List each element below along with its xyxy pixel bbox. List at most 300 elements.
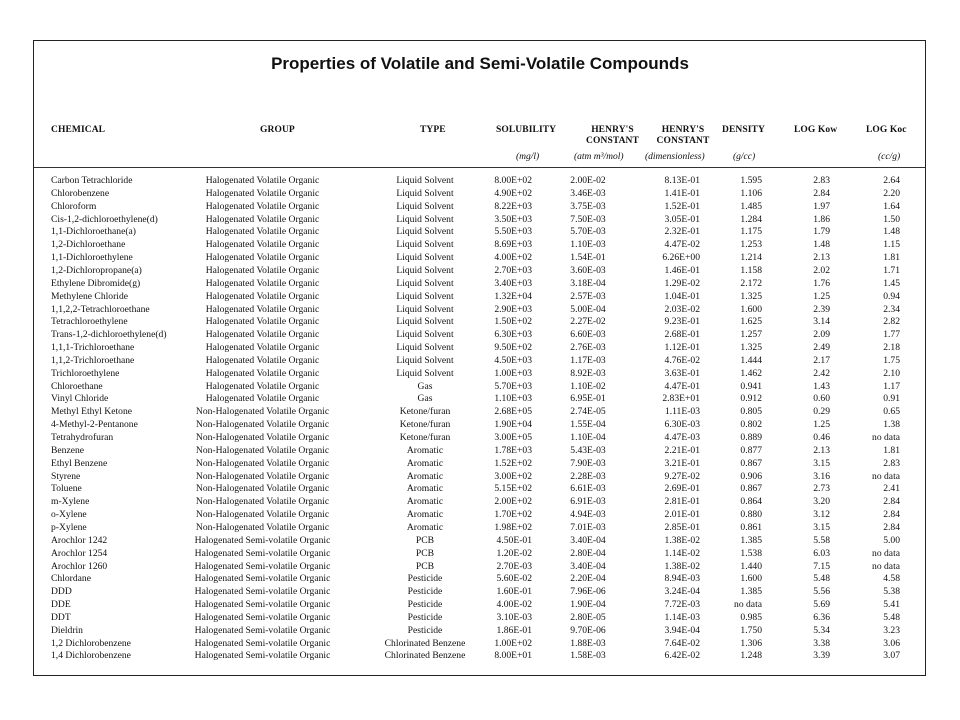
table-row [0,225,960,238]
cell-log-kow: 3.39 [813,650,830,662]
cell-density: 1.485 [740,200,762,212]
table-row [0,560,960,573]
cell-type: Liquid Solvent [396,290,454,302]
cell-density: 0.985 [740,611,762,623]
cell-solubility: 5.50E+03 [494,226,532,238]
cell-solubility: 2.90E+03 [494,303,532,315]
cell-chemical: Vinyl Chloride [51,393,109,405]
cell-log-koc: no data [872,432,900,443]
cell-group: Halogenated Volatile Organic [205,367,320,379]
cell-chemical: DDT [51,611,71,623]
cell-log-koc: 1.48 [883,226,900,238]
cell-group: Halogenated Semi-volatile Organic [194,637,331,649]
table-row [0,174,960,187]
cell-chemical: Dieldrin [51,624,83,636]
cell-type: Pesticide [407,599,443,611]
cell-type: Liquid Solvent [396,303,454,315]
cell-solubility: 3.00E+02 [494,470,532,482]
cell-type: Liquid Solvent [396,175,454,186]
cell-chemical: Toluene [51,483,82,495]
cell-solubility: 8.22E+03 [494,200,532,212]
cell-density: 1.284 [740,213,762,225]
cell-log-kow: 0.60 [813,393,830,405]
cell-type: Pesticide [407,611,443,623]
cell-group: Non-Halogenated Volatile Organic [195,509,330,521]
cell-type: Liquid Solvent [396,200,454,212]
cell-group: Halogenated Volatile Organic [205,354,320,366]
cell-henry-dimensionless: 1.52E-01 [664,200,700,212]
cell-solubility: 1.86E-01 [496,624,532,636]
cell-group: Halogenated Volatile Organic [205,393,320,405]
cell-solubility: 1.90E+04 [494,419,532,431]
cell-group: Halogenated Volatile Organic [205,316,320,328]
cell-chemical: Methyl Ethyl Ketone [51,406,132,418]
cell-log-kow: 1.97 [813,200,830,212]
table-row [0,328,960,341]
cell-chemical: 4-Methyl-2-Pentanone [51,419,138,431]
cell-henry-constant: 1.90E-04 [570,599,606,611]
cell-henry-dimensionless: 6.42E-02 [664,650,700,662]
cell-log-kow: 3.12 [813,509,830,521]
header-henry-dim-line2: CONSTANT [656,136,710,146]
cell-henry-constant: 3.75E-03 [570,200,606,212]
cell-log-kow: 2.73 [813,483,830,495]
cell-density: 1.440 [740,560,762,572]
cell-density: 1.325 [740,342,762,354]
units-henry-dimensionless: (dimensionless) [645,152,705,162]
cell-type: Liquid Solvent [396,252,454,264]
cell-log-kow: 5.34 [813,624,830,636]
cell-henry-constant: 7.90E-03 [570,457,606,469]
table-row [0,264,960,277]
cell-group: Halogenated Volatile Organic [205,226,320,238]
cell-type: Pesticide [407,573,443,585]
cell-group: Halogenated Volatile Organic [205,290,320,302]
cell-type: Liquid Solvent [396,277,454,289]
cell-henry-constant: 2.00E-02 [570,175,606,186]
table-row [0,534,960,547]
table-row [0,649,960,662]
cell-henry-constant: 2.74E-05 [570,406,606,418]
cell-chemical: 1,1-Dichloroethylene [51,252,133,264]
cell-log-koc: 2.34 [883,303,900,315]
cell-density: 1.248 [740,650,762,662]
cell-log-kow: 7.15 [813,560,830,572]
table-row [0,572,960,585]
cell-log-kow: 2.02 [813,264,830,276]
cell-henry-dimensionless: 1.29E-02 [664,277,700,289]
cell-log-koc: 0.65 [883,406,900,418]
header-type: TYPE [420,125,446,135]
cell-chemical: Cis-1,2-dichloroethylene(d) [51,213,158,225]
cell-density: 1.444 [740,354,762,366]
cell-henry-dimensionless: 2.01E-01 [664,509,700,521]
cell-log-kow: 5.58 [813,534,830,546]
cell-type: Aromatic [406,457,444,469]
cell-log-koc: 1.75 [883,354,900,366]
table-row [0,213,960,226]
cell-chemical: Ethylene Dibromide(g) [51,277,141,289]
cell-chemical: Chlordane [51,573,91,585]
cell-solubility: 1.50E+02 [494,316,532,328]
cell-group: Halogenated Semi-volatile Organic [194,650,331,662]
cell-chemical: Benzene [51,444,85,456]
cell-henry-dimensionless: 4.47E-01 [664,380,700,392]
cell-henry-dimensionless: 2.68E-01 [664,329,700,341]
cell-type: Ketone/furan [399,406,451,418]
cell-log-koc: 2.84 [883,496,900,508]
cell-chemical: DDE [51,599,71,611]
cell-henry-constant: 3.46E-03 [570,187,606,199]
cell-henry-constant: 3.40E-04 [570,534,606,546]
cell-solubility: 5.60E-02 [496,573,532,585]
cell-log-kow: 2.09 [813,329,830,341]
cell-group: Halogenated Volatile Organic [205,175,320,186]
cell-log-koc: 2.20 [883,187,900,199]
table-row [0,200,960,213]
cell-log-koc: 2.64 [883,175,900,186]
table-row [0,470,960,483]
table-row [0,598,960,611]
cell-solubility: 5.70E+03 [494,380,532,392]
cell-solubility: 2.70E-03 [496,560,532,572]
cell-chemical: 1,1-Dichloroethane(a) [51,226,136,238]
cell-henry-dimensionless: 1.41E-01 [664,187,700,199]
cell-henry-constant: 2.20E-04 [570,573,606,585]
cell-solubility: 1.20E-02 [496,547,532,559]
table-row [0,547,960,560]
cell-type: Liquid Solvent [396,213,454,225]
cell-solubility: 1.52E+02 [494,457,532,469]
cell-log-koc: 1.77 [883,329,900,341]
cell-density: 0.867 [740,457,762,469]
cell-log-koc: 2.83 [883,457,900,469]
cell-henry-dimensionless: 9.27E-02 [664,470,700,482]
cell-henry-dimensionless: 2.81E-01 [664,496,700,508]
cell-henry-constant: 5.43E-03 [570,444,606,456]
cell-solubility: 1.10E+03 [494,393,532,405]
cell-density: 0.864 [740,496,762,508]
cell-log-kow: 5.48 [813,573,830,585]
cell-henry-dimensionless: 3.24E-04 [664,586,700,598]
cell-chemical: 1,2 Dichlorobenzene [51,637,131,649]
cell-log-kow: 1.86 [813,213,830,225]
cell-type: Aromatic [406,496,444,508]
cell-henry-dimensionless: 3.05E-01 [664,213,700,225]
table-row [0,367,960,380]
cell-group: Halogenated Volatile Organic [205,239,320,251]
cell-density: 1.158 [740,264,762,276]
cell-log-koc: 0.91 [883,393,900,405]
cell-chemical: Arochlor 1254 [51,547,108,559]
cell-type: PCB [415,547,435,559]
cell-solubility: 4.50E-01 [496,534,532,546]
cell-density: 1.750 [740,624,762,636]
cell-density: 0.889 [740,432,762,443]
cell-density: 1.325 [740,290,762,302]
cell-solubility: 6.30E+03 [494,329,532,341]
cell-solubility: 2.68E+05 [494,406,532,418]
cell-group: Non-Halogenated Volatile Organic [195,419,330,431]
cell-log-koc: 3.07 [883,650,900,662]
cell-log-koc: 2.41 [883,483,900,495]
cell-henry-dimensionless: 4.47E-03 [664,432,700,443]
cell-chemical: Trans-1,2-dichloroethylene(d) [51,329,167,341]
cell-density: 1.214 [740,252,762,264]
cell-type: Aromatic [406,444,444,456]
table-row [0,444,960,457]
cell-group: Halogenated Volatile Organic [205,200,320,212]
cell-group: Non-Halogenated Volatile Organic [195,483,330,495]
table-row [0,187,960,200]
cell-chemical: 1,4 Dichlorobenzene [51,650,131,662]
table-row [0,611,960,624]
cell-log-kow: 6.03 [813,547,830,559]
cell-log-kow: 3.14 [813,316,830,328]
cell-henry-dimensionless: 1.46E-01 [664,264,700,276]
cell-density: 1.175 [740,226,762,238]
cell-henry-dimensionless: 4.47E-02 [664,239,700,251]
table-row [0,380,960,393]
cell-henry-constant: 1.54E-01 [570,252,606,264]
cell-log-koc: no data [872,560,900,572]
cell-type: Liquid Solvent [396,187,454,199]
cell-chemical: DDD [51,586,72,598]
cell-chemical: Ethyl Benzene [51,457,108,469]
cell-density: no data [734,599,762,611]
cell-log-kow: 2.13 [813,444,830,456]
cell-type: Liquid Solvent [396,264,454,276]
cell-log-koc: no data [872,547,900,559]
cell-solubility: 3.10E-03 [496,611,532,623]
header-group: GROUP [260,125,295,135]
cell-log-koc: 5.00 [883,534,900,546]
cell-log-kow: 2.83 [813,175,830,186]
cell-solubility: 4.50E+03 [494,354,532,366]
cell-chemical: 1,1,2,2-Tetrachloroethane [51,303,150,315]
cell-log-koc: 2.18 [883,342,900,354]
cell-henry-dimensionless: 2.32E-01 [664,226,700,238]
cell-density: 1.595 [740,175,762,186]
cell-log-koc: 1.15 [883,239,900,251]
cell-chemical: 1,2-Dichloroethane [51,239,126,251]
cell-group: Halogenated Semi-volatile Organic [194,599,331,611]
cell-chemical: p-Xylene [51,521,87,533]
cell-henry-constant: 6.91E-03 [570,496,606,508]
table-row [0,405,960,418]
cell-log-koc: 5.38 [883,586,900,598]
cell-log-kow: 2.49 [813,342,830,354]
cell-density: 0.861 [740,521,762,533]
cell-henry-dimensionless: 2.85E-01 [664,521,700,533]
cell-density: 0.880 [740,509,762,521]
table-row [0,637,960,650]
cell-henry-dimensionless: 1.14E-02 [664,547,700,559]
cell-chemical: Chloroethane [51,380,103,392]
cell-solubility: 2.00E+02 [494,496,532,508]
cell-solubility: 1.78E+03 [494,444,532,456]
cell-log-kow: 3.16 [813,470,830,482]
cell-log-koc: 2.82 [883,316,900,328]
cell-group: Non-Halogenated Volatile Organic [195,496,330,508]
units-log-koc: (cc/g) [878,152,901,162]
header-henry-constant-line1: HENRY'S [591,125,634,135]
cell-henry-dimensionless: 1.11E-03 [664,406,700,418]
cell-log-koc: 0.94 [883,290,900,302]
cell-type: Aromatic [406,483,444,495]
cell-type: Liquid Solvent [396,226,454,238]
cell-chemical: 1,1,1-Trichloroethane [51,342,135,354]
cell-density: 1.253 [740,239,762,251]
cell-henry-constant: 6.95E-01 [570,393,606,405]
cell-chemical: Chlorobenzene [51,187,110,199]
table-row [0,341,960,354]
cell-density: 0.805 [740,406,762,418]
cell-density: 1.625 [740,316,762,328]
table-row [0,521,960,534]
cell-log-koc: 5.48 [883,611,900,623]
header-log-kow: LOG Kow [794,125,838,135]
cell-density: 2.172 [740,277,762,289]
table-row [0,624,960,637]
header-henry-constant [575,125,650,147]
cell-log-koc: 2.10 [883,367,900,379]
cell-log-kow: 6.36 [813,611,830,623]
cell-log-kow: 0.46 [813,432,830,443]
cell-henry-constant: 8.92E-03 [570,367,606,379]
table-row [0,277,960,290]
cell-log-kow: 2.39 [813,303,830,315]
cell-henry-constant: 6.61E-03 [570,483,606,495]
table-row [0,392,960,405]
cell-henry-constant: 4.94E-03 [570,509,606,521]
header-solubility: SOLUBILITY [496,125,557,135]
cell-density: 1.600 [740,573,762,585]
header-density: DENSITY [722,125,765,135]
cell-log-koc: 1.71 [883,264,900,276]
cell-group: Halogenated Volatile Organic [205,329,320,341]
cell-density: 0.867 [740,483,762,495]
cell-solubility: 8.00E+02 [494,175,532,186]
cell-henry-dimensionless: 1.38E-02 [664,534,700,546]
cell-density: 0.912 [740,393,762,405]
cell-henry-constant: 7.96E-06 [570,586,606,598]
cell-log-kow: 2.13 [813,252,830,264]
cell-henry-constant: 7.50E-03 [570,213,606,225]
cell-type: Aromatic [406,509,444,521]
cell-henry-dimensionless: 1.14E-03 [664,611,700,623]
cell-type: PCB [415,534,435,546]
cell-henry-constant: 1.88E-03 [570,637,606,649]
cell-group: Halogenated Volatile Organic [205,252,320,264]
cell-solubility: 3.50E+03 [494,213,532,225]
cell-log-kow: 1.76 [813,277,830,289]
cell-log-kow: 0.29 [813,406,830,418]
cell-henry-dimensionless: 3.63E-01 [664,367,700,379]
cell-type: Liquid Solvent [396,367,454,379]
cell-type: Liquid Solvent [396,354,454,366]
cell-group: Halogenated Volatile Organic [205,213,320,225]
cell-chemical: 1,2-Dichloropropane(a) [51,264,142,276]
cell-log-kow: 2.42 [813,367,830,379]
cell-chemical: Tetrachloroethylene [51,316,128,328]
cell-type: Liquid Solvent [396,316,454,328]
cell-type: Aromatic [406,521,444,533]
cell-log-koc: 1.38 [883,419,900,431]
table-row [0,495,960,508]
cell-density: 0.877 [740,444,762,456]
cell-density: 1.538 [740,547,762,559]
cell-log-koc: 1.64 [883,200,900,212]
cell-henry-constant: 7.01E-03 [570,521,606,533]
header-log-koc: LOG Koc [866,125,907,135]
cell-solubility: 1.00E+03 [494,367,532,379]
cell-log-koc: 2.84 [883,521,900,533]
cell-log-koc: 1.50 [883,213,900,225]
header-henry-dimensionless [643,125,723,147]
cell-chemical: Trichloroethylene [51,367,120,379]
cell-log-koc: 3.23 [883,624,900,636]
table-row [0,431,960,444]
cell-henry-constant: 1.55E-04 [570,419,606,431]
cell-solubility: 2.70E+03 [494,264,532,276]
table-row [0,251,960,264]
cell-group: Halogenated Semi-volatile Organic [194,586,331,598]
cell-chemical: m-Xylene [51,496,90,508]
cell-henry-constant: 1.10E-03 [570,239,606,251]
cell-henry-constant: 1.17E-03 [570,354,606,366]
cell-henry-constant: 5.70E-03 [570,226,606,238]
cell-henry-dimensionless: 3.21E-01 [664,457,700,469]
cell-henry-constant: 9.70E-06 [570,624,606,636]
cell-log-kow: 2.17 [813,354,830,366]
cell-density: 1.385 [740,586,762,598]
cell-log-kow: 1.79 [813,226,830,238]
cell-henry-dimensionless: 1.38E-02 [664,560,700,572]
cell-henry-dimensionless: 6.30E-03 [664,419,700,431]
table-row [0,290,960,303]
cell-log-koc: 1.17 [883,380,900,392]
cell-henry-dimensionless: 4.76E-02 [664,354,700,366]
cell-type: Liquid Solvent [396,342,454,354]
cell-type: Liquid Solvent [396,239,454,251]
cell-solubility: 3.00E+05 [494,432,532,443]
cell-henry-dimensionless: 7.72E-03 [664,599,700,611]
cell-log-koc: 3.06 [883,637,900,649]
cell-solubility: 5.15E+02 [494,483,532,495]
cell-group: Halogenated Volatile Organic [205,342,320,354]
cell-solubility: 9.50E+02 [494,342,532,354]
cell-group: Non-Halogenated Volatile Organic [195,444,330,456]
cell-log-koc: 5.41 [883,599,900,611]
cell-density: 0.802 [740,419,762,431]
cell-solubility: 4.00E-02 [496,599,532,611]
cell-group: Halogenated Semi-volatile Organic [194,547,331,559]
header-henry-constant-line2: CONSTANT [586,136,639,146]
cell-group: Non-Halogenated Volatile Organic [195,521,330,533]
cell-density: 1.257 [740,329,762,341]
cell-henry-constant: 1.10E-04 [570,432,606,443]
cell-type: Gas [417,393,433,405]
page-title: Properties of Volatile and Semi-Volatile Compounds [271,54,689,73]
cell-henry-dimensionless: 2.21E-01 [664,444,700,456]
cell-type: PCB [415,560,435,572]
table-row [0,457,960,470]
cell-log-kow: 5.56 [813,586,830,598]
cell-density: 1.385 [740,534,762,546]
cell-density: 0.906 [740,470,762,482]
cell-chemical: Arochlor 1260 [51,560,108,572]
